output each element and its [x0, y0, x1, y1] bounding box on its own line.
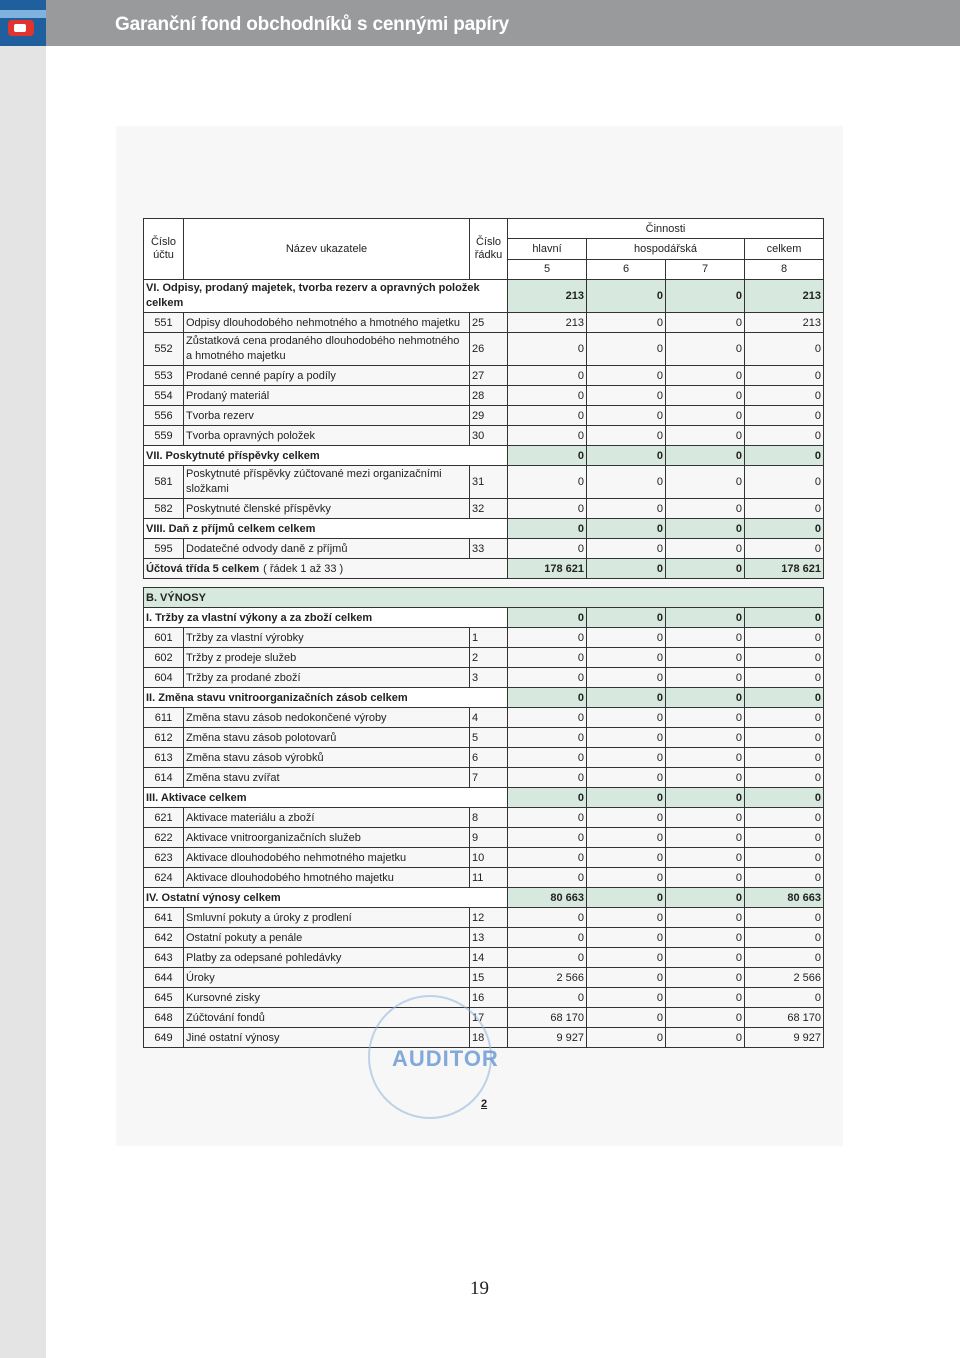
value-total: 0	[745, 406, 824, 426]
page-number: 19	[470, 1278, 489, 1299]
account-number: 645	[144, 988, 184, 1008]
value-main: 0	[508, 366, 587, 386]
value-economic-6: 0	[587, 499, 666, 519]
value-total: 0	[745, 728, 824, 748]
section-label-note: ( řádek 1 až 33 )	[263, 562, 344, 575]
row-label: Tržby z prodeje služeb	[184, 648, 470, 668]
sum-total: 0	[745, 608, 824, 628]
row-label: Aktivace materiálu a zboží	[184, 808, 470, 828]
table-row	[144, 728, 824, 748]
row-label: Změna stavu zásob polotovarů	[184, 728, 470, 748]
value-main: 0	[508, 908, 587, 928]
section-gap	[144, 579, 824, 588]
table-row	[144, 928, 824, 948]
value-economic-7: 0	[666, 668, 745, 688]
value-main: 0	[508, 768, 587, 788]
value-economic-7: 0	[666, 1028, 745, 1048]
account-number: 551	[144, 313, 184, 333]
account-number: 622	[144, 828, 184, 848]
gap-cell	[144, 579, 824, 588]
value-economic-6: 0	[587, 968, 666, 988]
value-main: 0	[508, 748, 587, 768]
section-label-text: VII. Poskytnuté příspěvky celkem	[146, 449, 320, 462]
value-economic-6: 0	[587, 928, 666, 948]
row-label: Zúčtování fondů	[184, 1008, 470, 1028]
value-economic-7: 0	[666, 426, 745, 446]
account-number: 602	[144, 648, 184, 668]
sum-total: 0	[745, 446, 824, 466]
value-total: 2 566	[745, 968, 824, 988]
value-total: 0	[745, 928, 824, 948]
table-row	[144, 466, 824, 499]
sum-main: 80 663	[508, 888, 587, 908]
sheet-mark: 2	[481, 1098, 488, 1110]
table-row	[144, 333, 824, 366]
account-number: 582	[144, 499, 184, 519]
sum-economic-7: 0	[666, 688, 745, 708]
row-number: 12	[470, 908, 508, 928]
value-total: 213	[745, 313, 824, 333]
sum-main: 0	[508, 446, 587, 466]
value-main: 0	[508, 648, 587, 668]
row-number: 5	[470, 728, 508, 748]
sum-economic-7: 0	[666, 888, 745, 908]
table-row	[144, 768, 824, 788]
table-row	[144, 386, 824, 406]
sum-total: 0	[745, 788, 824, 808]
value-economic-7: 0	[666, 928, 745, 948]
row-number: 13	[470, 928, 508, 948]
value-economic-6: 0	[587, 668, 666, 688]
section-sum-row	[144, 446, 824, 466]
account-number: 559	[144, 426, 184, 446]
value-main: 0	[508, 628, 587, 648]
value-main: 213	[508, 313, 587, 333]
value-total: 0	[745, 366, 824, 386]
value-economic-7: 0	[666, 828, 745, 848]
header-total: celkem	[745, 239, 824, 259]
value-total: 0	[745, 386, 824, 406]
row-label: Aktivace dlouhodobého hmotného majetku	[184, 868, 470, 888]
account-number: 581	[144, 466, 184, 499]
row-number: 27	[470, 366, 508, 386]
table-row	[144, 539, 824, 559]
value-main: 0	[508, 386, 587, 406]
header-col8: 8	[745, 259, 824, 279]
table-row	[144, 988, 824, 1008]
sum-main: 0	[508, 608, 587, 628]
table-row	[144, 628, 824, 648]
value-main: 68 170	[508, 1008, 587, 1028]
row-number: 7	[470, 768, 508, 788]
value-total: 0	[745, 868, 824, 888]
row-label: Tržby za vlastní výrobky	[184, 628, 470, 648]
value-main: 0	[508, 868, 587, 888]
table-row	[144, 748, 824, 768]
value-total: 0	[745, 988, 824, 1008]
header-economic: hospodářská	[587, 239, 745, 259]
sum-economic-6: 0	[587, 559, 666, 579]
sum-economic-6: 0	[587, 888, 666, 908]
table-row	[144, 808, 824, 828]
value-main: 0	[508, 948, 587, 968]
section-sum-row	[144, 788, 824, 808]
section-sum-row	[144, 888, 824, 908]
value-economic-7: 0	[666, 386, 745, 406]
account-number: 614	[144, 768, 184, 788]
value-total: 0	[745, 466, 824, 499]
table-row	[144, 848, 824, 868]
row-number: 25	[470, 313, 508, 333]
row-label: Smluvní pokuty a úroky z prodlení	[184, 908, 470, 928]
row-label: Poskytnuté příspěvky zúčtované mezi organizačními složkami	[184, 466, 470, 499]
header-account-no: Číslo účtu	[144, 219, 184, 280]
row-number: 9	[470, 828, 508, 848]
value-main: 0	[508, 426, 587, 446]
table-row	[144, 366, 824, 386]
sum-economic-7: 0	[666, 608, 745, 628]
value-total: 0	[745, 808, 824, 828]
row-number: 14	[470, 948, 508, 968]
value-economic-7: 0	[666, 466, 745, 499]
value-main: 0	[508, 728, 587, 748]
section-label	[144, 888, 508, 908]
value-total: 9 927	[745, 1028, 824, 1048]
row-number: 31	[470, 466, 508, 499]
section-label	[144, 280, 508, 313]
sum-economic-6: 0	[587, 788, 666, 808]
value-economic-7: 0	[666, 708, 745, 728]
header-col5: 5	[508, 259, 587, 279]
value-total: 0	[745, 668, 824, 688]
row-label: Tržby za prodané zboží	[184, 668, 470, 688]
value-economic-6: 0	[587, 333, 666, 366]
account-number: 604	[144, 668, 184, 688]
value-total: 0	[745, 648, 824, 668]
value-economic-6: 0	[587, 1028, 666, 1048]
row-label: Jiné ostatní výnosy	[184, 1028, 470, 1048]
value-main: 0	[508, 539, 587, 559]
value-economic-6: 0	[587, 988, 666, 1008]
section-label	[144, 688, 508, 708]
value-main: 0	[508, 333, 587, 366]
table-header-row	[144, 219, 824, 239]
row-number: 1	[470, 628, 508, 648]
sum-economic-7: 0	[666, 788, 745, 808]
account-number: 554	[144, 386, 184, 406]
value-economic-7: 0	[666, 988, 745, 1008]
header-row-no: Číslo řádku	[470, 219, 508, 280]
row-number: 28	[470, 386, 508, 406]
row-number: 10	[470, 848, 508, 868]
value-economic-6: 0	[587, 908, 666, 928]
section-label	[144, 519, 508, 539]
revenues-title-row	[144, 588, 824, 608]
sum-total: 80 663	[745, 888, 824, 908]
row-label: Úroky	[184, 968, 470, 988]
header-indicator-name: Název ukazatele	[184, 219, 470, 280]
left-margin-bar	[0, 46, 46, 1358]
value-economic-6: 0	[587, 313, 666, 333]
value-economic-7: 0	[666, 748, 745, 768]
value-economic-6: 0	[587, 366, 666, 386]
row-number: 11	[470, 868, 508, 888]
value-total: 0	[745, 768, 824, 788]
row-label: Tvorba rezerv	[184, 406, 470, 426]
value-main: 0	[508, 406, 587, 426]
row-number: 32	[470, 499, 508, 519]
value-economic-6: 0	[587, 539, 666, 559]
section-label-text: Účtová třída 5 celkem	[146, 562, 260, 575]
value-economic-6: 0	[587, 466, 666, 499]
row-number: 17	[470, 1008, 508, 1028]
value-economic-6: 0	[587, 948, 666, 968]
value-economic-6: 0	[587, 406, 666, 426]
sum-economic-6: 0	[587, 446, 666, 466]
value-economic-6: 0	[587, 386, 666, 406]
table-row	[144, 499, 824, 519]
sum-main: 178 621	[508, 559, 587, 579]
account-number: 649	[144, 1028, 184, 1048]
row-label: Změna stavu zásob nedokončené výroby	[184, 708, 470, 728]
row-label: Kursovné zisky	[184, 988, 470, 1008]
row-label: Aktivace dlouhodobého nehmotného majetku	[184, 848, 470, 868]
header-col6: 6	[587, 259, 666, 279]
value-economic-7: 0	[666, 628, 745, 648]
account-number: 552	[144, 333, 184, 366]
value-main: 0	[508, 988, 587, 1008]
value-main: 0	[508, 466, 587, 499]
row-number: 18	[470, 1028, 508, 1048]
value-economic-6: 0	[587, 628, 666, 648]
value-main: 0	[508, 668, 587, 688]
value-economic-7: 0	[666, 808, 745, 828]
account-number: 611	[144, 708, 184, 728]
table-row	[144, 313, 824, 333]
value-economic-7: 0	[666, 968, 745, 988]
row-label: Tvorba opravných položek	[184, 426, 470, 446]
table-row	[144, 708, 824, 728]
header-title: Garanční fond obchodníků s cennými papíry	[115, 14, 510, 35]
table-row	[144, 1008, 824, 1028]
auditor-stamp-text: AUDITOR	[392, 1046, 499, 1071]
logo-icon	[0, 0, 46, 46]
account-number: 595	[144, 539, 184, 559]
value-total: 0	[745, 539, 824, 559]
value-total: 0	[745, 748, 824, 768]
value-economic-7: 0	[666, 848, 745, 868]
sum-total: 213	[745, 280, 824, 313]
row-label: Prodané cenné papíry a podíly	[184, 366, 470, 386]
sum-economic-7: 0	[666, 446, 745, 466]
section-label	[144, 788, 508, 808]
section-label	[144, 608, 508, 628]
value-economic-7: 0	[666, 1008, 745, 1028]
sum-main: 0	[508, 688, 587, 708]
value-economic-6: 0	[587, 1008, 666, 1028]
value-economic-6: 0	[587, 808, 666, 828]
sum-economic-7: 0	[666, 559, 745, 579]
row-label: Aktivace vnitroorganizačních služeb	[184, 828, 470, 848]
row-label: Poskytnuté členské příspěvky	[184, 499, 470, 519]
row-label: Dodatečné odvody daně z příjmů	[184, 539, 470, 559]
sum-economic-7: 0	[666, 519, 745, 539]
account-number: 623	[144, 848, 184, 868]
account-number: 643	[144, 948, 184, 968]
value-main: 0	[508, 848, 587, 868]
row-number: 8	[470, 808, 508, 828]
sum-economic-7: 0	[666, 280, 745, 313]
account-number: 556	[144, 406, 184, 426]
page-header	[0, 0, 960, 46]
value-economic-6: 0	[587, 728, 666, 748]
account-number: 553	[144, 366, 184, 386]
value-total: 0	[745, 333, 824, 366]
value-economic-6: 0	[587, 768, 666, 788]
row-label: Odpisy dlouhodobého nehmotného a hmotného majetku	[184, 313, 470, 333]
sum-main: 0	[508, 788, 587, 808]
value-main: 0	[508, 928, 587, 948]
value-total: 0	[745, 848, 824, 868]
row-number: 2	[470, 648, 508, 668]
section-label-text: IV. Ostatní výnosy celkem	[146, 891, 281, 904]
value-total: 0	[745, 708, 824, 728]
value-economic-7: 0	[666, 406, 745, 426]
row-label: Změna stavu zásob výrobků	[184, 748, 470, 768]
header-main: hlavní	[508, 239, 587, 259]
value-economic-7: 0	[666, 366, 745, 386]
sum-total: 0	[745, 688, 824, 708]
table-row	[144, 668, 824, 688]
row-number: 30	[470, 426, 508, 446]
value-economic-6: 0	[587, 426, 666, 446]
value-total: 0	[745, 628, 824, 648]
value-main: 9 927	[508, 1028, 587, 1048]
account-number: 624	[144, 868, 184, 888]
value-main: 2 566	[508, 968, 587, 988]
section-label-text: I. Tržby za vlastní výkony a za zboží celkem	[146, 611, 373, 624]
table-row	[144, 908, 824, 928]
value-total: 0	[745, 948, 824, 968]
sum-main: 213	[508, 280, 587, 313]
value-main: 0	[508, 708, 587, 728]
value-economic-6: 0	[587, 748, 666, 768]
row-number: 3	[470, 668, 508, 688]
row-number: 29	[470, 406, 508, 426]
row-label: Ostatní pokuty a penále	[184, 928, 470, 948]
sum-economic-6: 0	[587, 688, 666, 708]
sum-total: 178 621	[745, 559, 824, 579]
sum-economic-6: 0	[587, 608, 666, 628]
value-economic-7: 0	[666, 539, 745, 559]
section-label-text: VIII. Daň z příjmů celkem celkem	[146, 522, 316, 535]
value-total: 68 170	[745, 1008, 824, 1028]
sum-main: 0	[508, 519, 587, 539]
value-economic-6: 0	[587, 828, 666, 848]
value-total: 0	[745, 426, 824, 446]
account-number: 644	[144, 968, 184, 988]
section-label	[144, 446, 508, 466]
row-label: Platby za odepsané pohledávky	[184, 948, 470, 968]
section-sum-row	[144, 608, 824, 628]
table-row	[144, 426, 824, 446]
section-label	[144, 559, 508, 579]
income-statement-table	[143, 218, 824, 1048]
row-number: 26	[470, 333, 508, 366]
header-activities: Činnosti	[508, 219, 824, 239]
value-economic-6: 0	[587, 868, 666, 888]
value-economic-7: 0	[666, 768, 745, 788]
row-label: Zůstatková cena prodaného dlouhodobého nehmotného a hmotného majetku	[184, 333, 470, 366]
row-number: 16	[470, 988, 508, 1008]
section-label-text: VI. Odpisy, prodaný majetek, tvorba rezerv a opravných položek celkem	[146, 282, 480, 309]
account-number: 601	[144, 628, 184, 648]
value-main: 0	[508, 499, 587, 519]
value-economic-7: 0	[666, 868, 745, 888]
value-economic-7: 0	[666, 728, 745, 748]
account-number: 642	[144, 928, 184, 948]
account-number: 641	[144, 908, 184, 928]
row-number: 6	[470, 748, 508, 768]
table-row	[144, 406, 824, 426]
row-number: 15	[470, 968, 508, 988]
value-main: 0	[508, 808, 587, 828]
header-col7: 7	[666, 259, 745, 279]
value-total: 0	[745, 908, 824, 928]
row-number: 33	[470, 539, 508, 559]
class-total-row	[144, 559, 824, 579]
section-sum-row	[144, 519, 824, 539]
value-economic-6: 0	[587, 648, 666, 668]
account-number: 613	[144, 748, 184, 768]
section-label-text: III. Aktivace celkem	[146, 791, 247, 804]
value-economic-7: 0	[666, 648, 745, 668]
value-economic-6: 0	[587, 708, 666, 728]
table-row	[144, 868, 824, 888]
sum-economic-6: 0	[587, 280, 666, 313]
value-main: 0	[508, 828, 587, 848]
table-row	[144, 948, 824, 968]
row-label: Změna stavu zvířat	[184, 768, 470, 788]
value-economic-7: 0	[666, 499, 745, 519]
table-row	[144, 648, 824, 668]
table-row	[144, 828, 824, 848]
value-economic-7: 0	[666, 313, 745, 333]
value-total: 0	[745, 499, 824, 519]
value-total: 0	[745, 828, 824, 848]
account-number: 612	[144, 728, 184, 748]
row-number: 4	[470, 708, 508, 728]
sum-economic-6: 0	[587, 519, 666, 539]
section-sum-row	[144, 280, 824, 313]
value-economic-7: 0	[666, 948, 745, 968]
row-label: Prodaný materiál	[184, 386, 470, 406]
section-label-text: II. Změna stavu vnitroorganizačních zásob celkem	[146, 691, 408, 704]
revenues-title: B. VÝNOSY	[144, 588, 824, 608]
value-economic-6: 0	[587, 848, 666, 868]
account-number: 621	[144, 808, 184, 828]
value-economic-7: 0	[666, 908, 745, 928]
table-row	[144, 968, 824, 988]
account-number: 648	[144, 1008, 184, 1028]
section-sum-row	[144, 688, 824, 708]
sum-total: 0	[745, 519, 824, 539]
value-economic-7: 0	[666, 333, 745, 366]
